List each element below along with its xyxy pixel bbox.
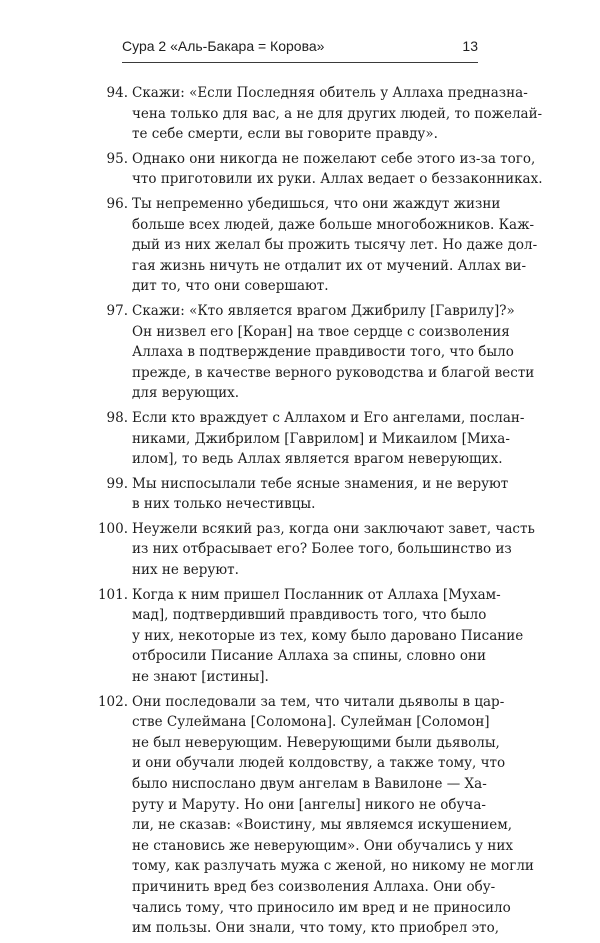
verse-line: гая жизнь ничуть не отдалит их от мучений. Аллах ви- — [132, 257, 527, 274]
verse-text — [132, 301, 535, 404]
verse-number: 96. — [106, 195, 128, 212]
verse-line: больше всех людей, даже больше многобожников. Каж- — [132, 216, 535, 233]
verse-line: Если кто враждует с Аллахом и Его ангелами, послан- — [132, 409, 525, 426]
verse-line: у них, некоторые из тех, кому было даровано Писание — [132, 627, 524, 644]
verse-number: 102. — [97, 693, 128, 710]
verse-line: дый из них желал бы прожить тысячу лет. Но даже дол- — [132, 237, 538, 254]
verse-text — [132, 519, 535, 581]
verse-number: 97. — [106, 302, 128, 319]
verse-text — [132, 149, 543, 190]
verse-line: Когда к ним пришел Посланник от Аллаха [Мухам- — [132, 586, 501, 603]
verse-line: из них отбрасывает его? Более того, большинство из — [132, 541, 512, 558]
verse-line: Однако они никогда не пожелают себе этого из-за того, — [132, 150, 536, 167]
verse-line: чена только для вас, а не для других людей, то пожелай- — [132, 105, 543, 122]
verse-line: чались тому, что приносило им вред и не приносило — [132, 899, 511, 916]
verse-line: илом], то ведь Аллах является врагом неверующих. — [132, 451, 503, 468]
header-title: Сура 2 «Аль-Бакара = Корова» — [122, 38, 325, 54]
verse-line: мад], подтвердивший правдивость того, что было — [132, 607, 487, 624]
verse-number: 95. — [106, 150, 128, 167]
verse-number: 99. — [106, 475, 128, 492]
verse-line: не был неверующим. Неверующими были дьяволы, — [132, 734, 500, 751]
verse-line: руту и Маруту. Но они [ангелы] никого не обуча- — [132, 796, 486, 813]
verse-line: Ты непременно убедишься, что они жаждут жизни — [132, 195, 501, 212]
verse-line: было ниспослано двум ангелам в Вавилоне — Ха- — [132, 776, 487, 792]
verse — [0, 408, 600, 470]
verse-line: для верующих. — [132, 385, 240, 402]
running-header — [122, 36, 478, 63]
verse-line: причинить вред без соизволения Аллаха. Они обу- — [132, 878, 496, 895]
verse-text — [132, 194, 538, 297]
verse-line: Скажи: «Кто является врагом Джибрилу [Гаврилу]?» — [132, 302, 515, 319]
verse-line: Скажи: «Если Последняя обитель у Аллаха предназна- — [132, 85, 528, 101]
verse-text — [132, 474, 509, 515]
verse-line: никами, Джибрилом [Гаврилом] и Микаилом [Миха- — [132, 430, 510, 447]
verse-line: Неужели всякий раз, когда они заключают завет, часть — [132, 520, 535, 537]
verse-text — [132, 692, 534, 939]
verse — [0, 474, 600, 515]
verse-line: не становись же неверующим». Они обучались у них — [132, 837, 513, 854]
verse-line: не знают [истины]. — [132, 669, 269, 686]
verse — [0, 692, 600, 939]
verse-text — [132, 83, 543, 145]
verse-line: ли, не сказав: «Воистину, мы являемся искушением, — [132, 817, 513, 834]
verse-number: 94. — [106, 85, 128, 101]
verse — [0, 194, 600, 297]
verse — [0, 149, 600, 190]
verse-line: прежде, в качестве верного руководства и благой вести — [132, 364, 535, 381]
verse-line: Мы ниспосылали тебе ясные знамения, и не веруют — [132, 475, 509, 492]
verse-line: им пользы. Они знали, что тому, кто приобрел это, — [132, 920, 500, 937]
verse-line: Они последовали за тем, что читали дьяволы в цар- — [132, 693, 505, 710]
verse-line: дит то, что они совершают. — [132, 278, 329, 295]
verse-text — [132, 408, 525, 470]
page-number: 13 — [462, 38, 478, 54]
verse-number: 98. — [106, 409, 128, 426]
verse-line: в них только нечестивцы. — [132, 496, 316, 513]
verse-line: те себе смерти, если вы говорите правду». — [132, 126, 438, 143]
verse-line: тому, как разлучать мужа с женой, но никому не могли — [132, 858, 534, 875]
verse-number: 100. — [97, 520, 128, 537]
verse — [0, 83, 600, 145]
verse-list — [0, 83, 600, 943]
verse-line: и они обучали людей колдовству, а также тому, что — [132, 755, 506, 772]
verse — [0, 301, 600, 404]
verse-line: отбросили Писание Аллаха за спины, словно они — [132, 648, 486, 665]
verse-line: них не веруют. — [132, 562, 239, 579]
verse-line: Он низвел его [Коран] на твое сердце с соизволения — [132, 323, 510, 340]
verse-line: что приготовили их руки. Аллах ведает о беззаконниках. — [132, 171, 543, 188]
verse-text — [132, 585, 524, 688]
verse-line: стве Сулеймана [Соломона]. Сулейман [Соломон] — [132, 714, 490, 731]
verse — [0, 585, 600, 688]
verse-line: Аллаха в подтверждение правдивости того, что было — [132, 344, 514, 361]
verse-number: 101. — [97, 586, 128, 603]
verse — [0, 519, 600, 581]
